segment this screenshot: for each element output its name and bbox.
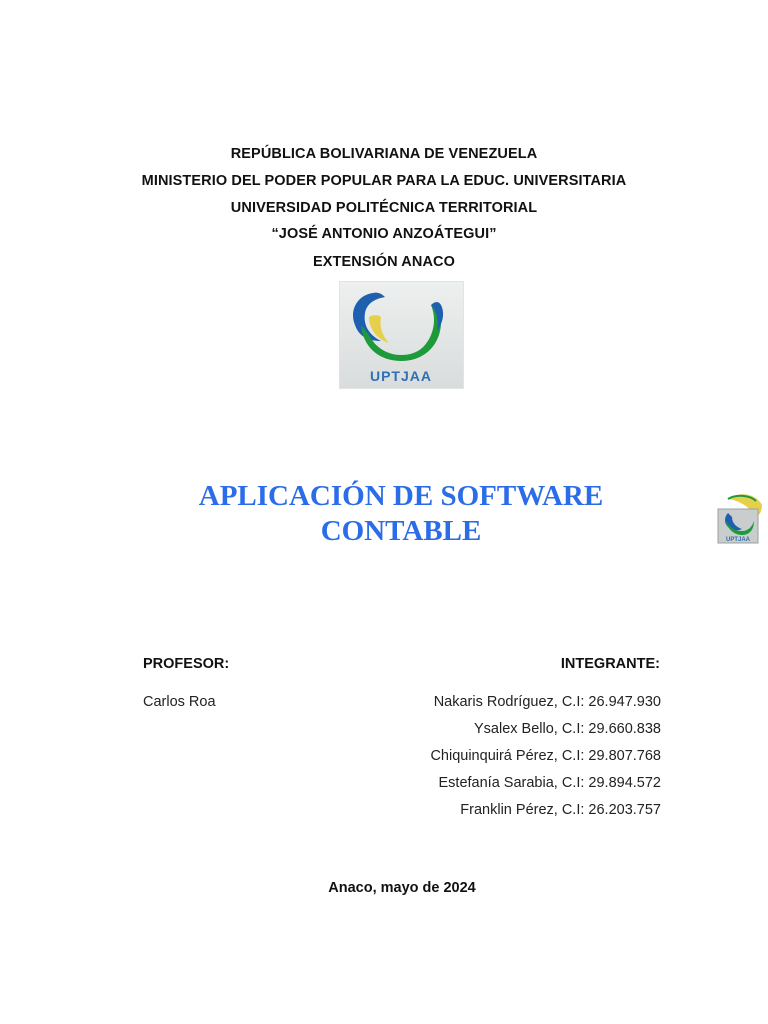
header-extension: EXTENSIÓN ANACO <box>313 254 455 270</box>
document-title-line1: APLICACIÓN DE SOFTWARE <box>198 480 604 512</box>
members-list <box>430 692 661 827</box>
member-item: Chiquinquirá Pérez, C.I: 29.807.768 <box>430 748 661 764</box>
member-item: Nakaris Rodríguez, C.I: 26.947.930 <box>433 694 661 710</box>
member-item: Estefanía Sarabia, C.I: 29.894.572 <box>438 775 661 791</box>
side-logo-text: UPTJAA <box>725 537 751 543</box>
header-university: UNIVERSIDAD POLITÉCNICA TERRITORIAL <box>230 200 538 216</box>
uptjaa-logo <box>339 281 464 389</box>
side-logo <box>716 491 764 545</box>
member-item: Franklin Pérez, C.I: 26.203.757 <box>460 802 661 818</box>
header-ministry: MINISTERIO DEL PODER POPULAR PARA LA EDUC. UNIVERSITARIA <box>141 173 627 189</box>
logo-text: UPTJAA <box>369 368 433 384</box>
footer-date: Anaco, mayo de 2024 <box>328 880 476 896</box>
member-item: Ysalex Bello, C.I: 29.660.838 <box>473 721 661 737</box>
header-university-name: “JOSÉ ANTONIO ANZOÁTEGUI” <box>271 226 497 242</box>
integrantes-label: INTEGRANTE: <box>560 656 660 672</box>
side-logo-icon <box>716 491 764 545</box>
uptjaa-logo-icon <box>339 281 464 389</box>
profesor-name: Carlos Roa <box>143 694 216 710</box>
profesor-label: PROFESOR: <box>143 656 230 672</box>
document-title-line2: CONTABLE <box>320 515 482 547</box>
header-republic: REPÚBLICA BOLIVARIANA DE VENEZUELA <box>230 146 538 162</box>
